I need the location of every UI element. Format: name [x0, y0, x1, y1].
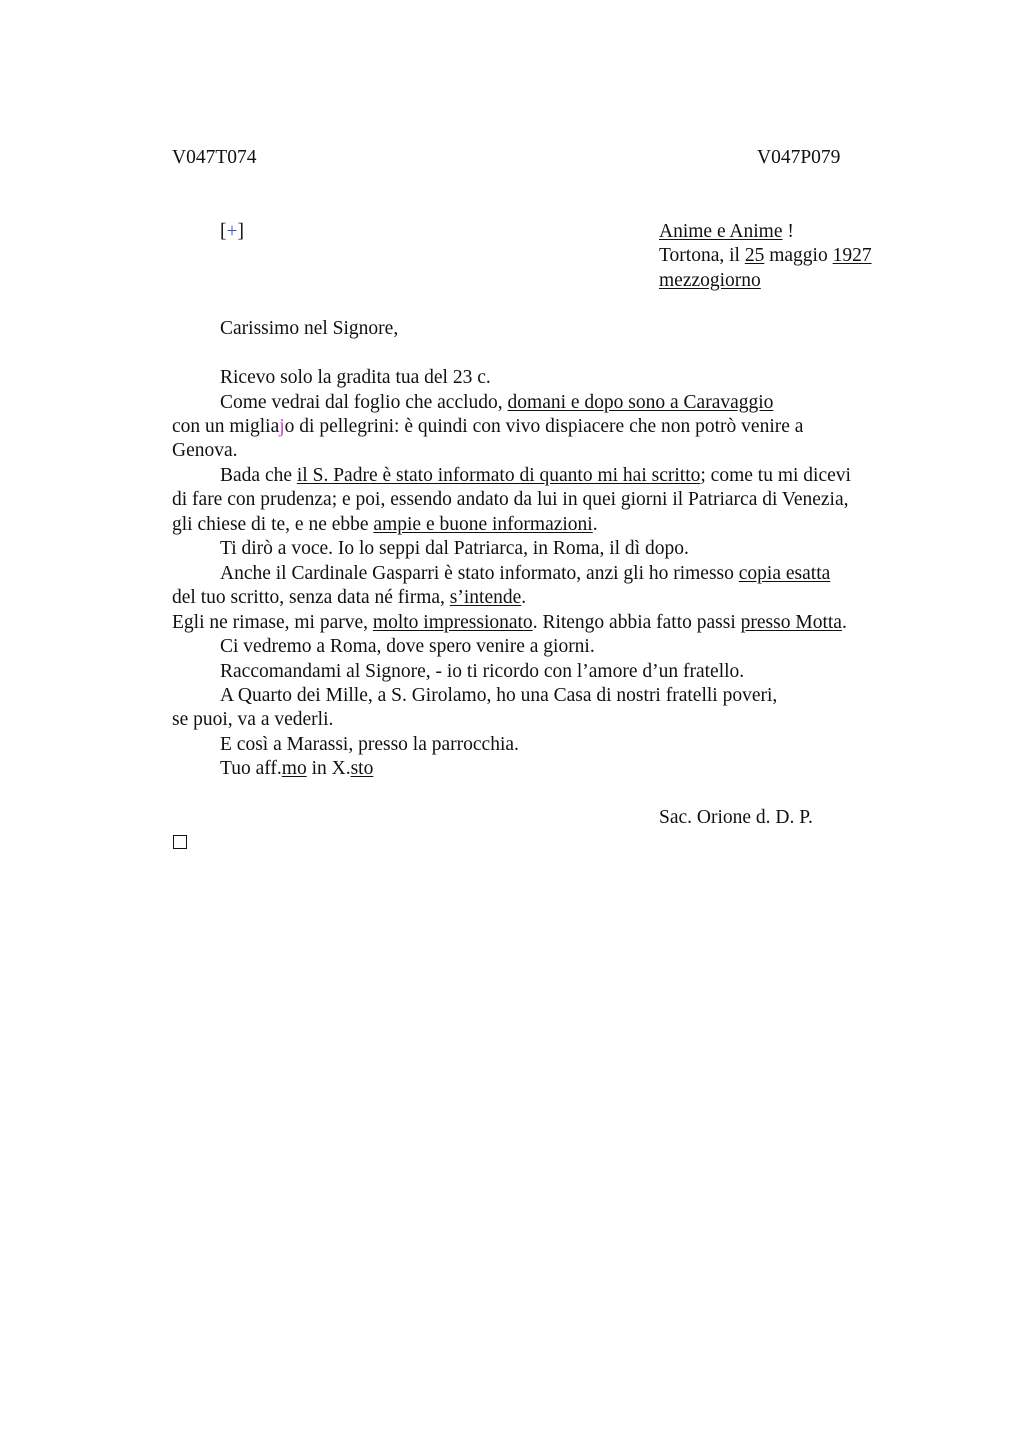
body-line: E così a Marassi, presso la parrocchia.	[220, 734, 519, 755]
body-line: se puoi, va a vederli.	[172, 709, 334, 730]
body-line: Come vedrai dal foglio che accludo, domani e dopo sono a Caravaggio	[220, 392, 774, 413]
body-line: del tuo scritto, senza data né firma, s’intende.	[172, 587, 527, 608]
body-line: Genova.	[172, 440, 238, 461]
signature: Sac. Orione d. D. P.	[659, 807, 813, 828]
body-line: Anche il Cardinale Gasparri è stato informato, anzi gli ho rimesso copia esatta	[220, 563, 831, 584]
body-line: Ci vedremo a Roma, dove spero venire a giorni.	[220, 636, 595, 657]
body-line: gli chiese di te, e ne ebbe ampie e buone informazioni.	[172, 514, 598, 535]
document-code-left: V047T074	[172, 147, 257, 168]
time-of-day: mezzogiorno	[659, 270, 761, 291]
document-code-right: V047P079	[757, 147, 841, 168]
cross-mark: [+]	[220, 221, 244, 242]
plus-icon: +	[226, 221, 238, 242]
body-line: A Quarto dei Mille, a S. Girolamo, ho una Casa di nostri fratelli poveri,	[220, 685, 778, 706]
body-line: Bada che il S. Padre è stato informato di quanto mi hai scritto; come tu mi dicevi	[220, 465, 851, 486]
motto: Anime e Anime !	[659, 221, 794, 242]
body-line: Egli ne rimase, mi parve, molto impressionato. Ritengo abbia fatto passi presso Motta.	[172, 612, 847, 633]
body-line: con un migliajo di pellegrini: è quindi con vivo dispiacere che non potrò venire a	[172, 416, 804, 437]
place-date: Tortona, il 25 maggio 1927	[659, 245, 872, 266]
body-line: di fare con prudenza; e poi, essendo andato da lui in quei giorni il Patriarca di Venezia,	[172, 489, 849, 510]
closing: Tuo aff.mo in X.sto	[220, 758, 374, 779]
salutation: Carissimo nel Signore,	[220, 318, 399, 339]
body-line: Ricevo solo la gradita tua del 23 c.	[220, 367, 491, 388]
body-line: Raccomandami al Signore, - io ti ricordo con l’amore d’un fratello.	[220, 661, 745, 682]
body-line: Ti dirò a voce. Io lo seppi dal Patriarca, in Roma, il dì dopo.	[220, 538, 689, 559]
checkbox-square-icon	[173, 835, 187, 849]
